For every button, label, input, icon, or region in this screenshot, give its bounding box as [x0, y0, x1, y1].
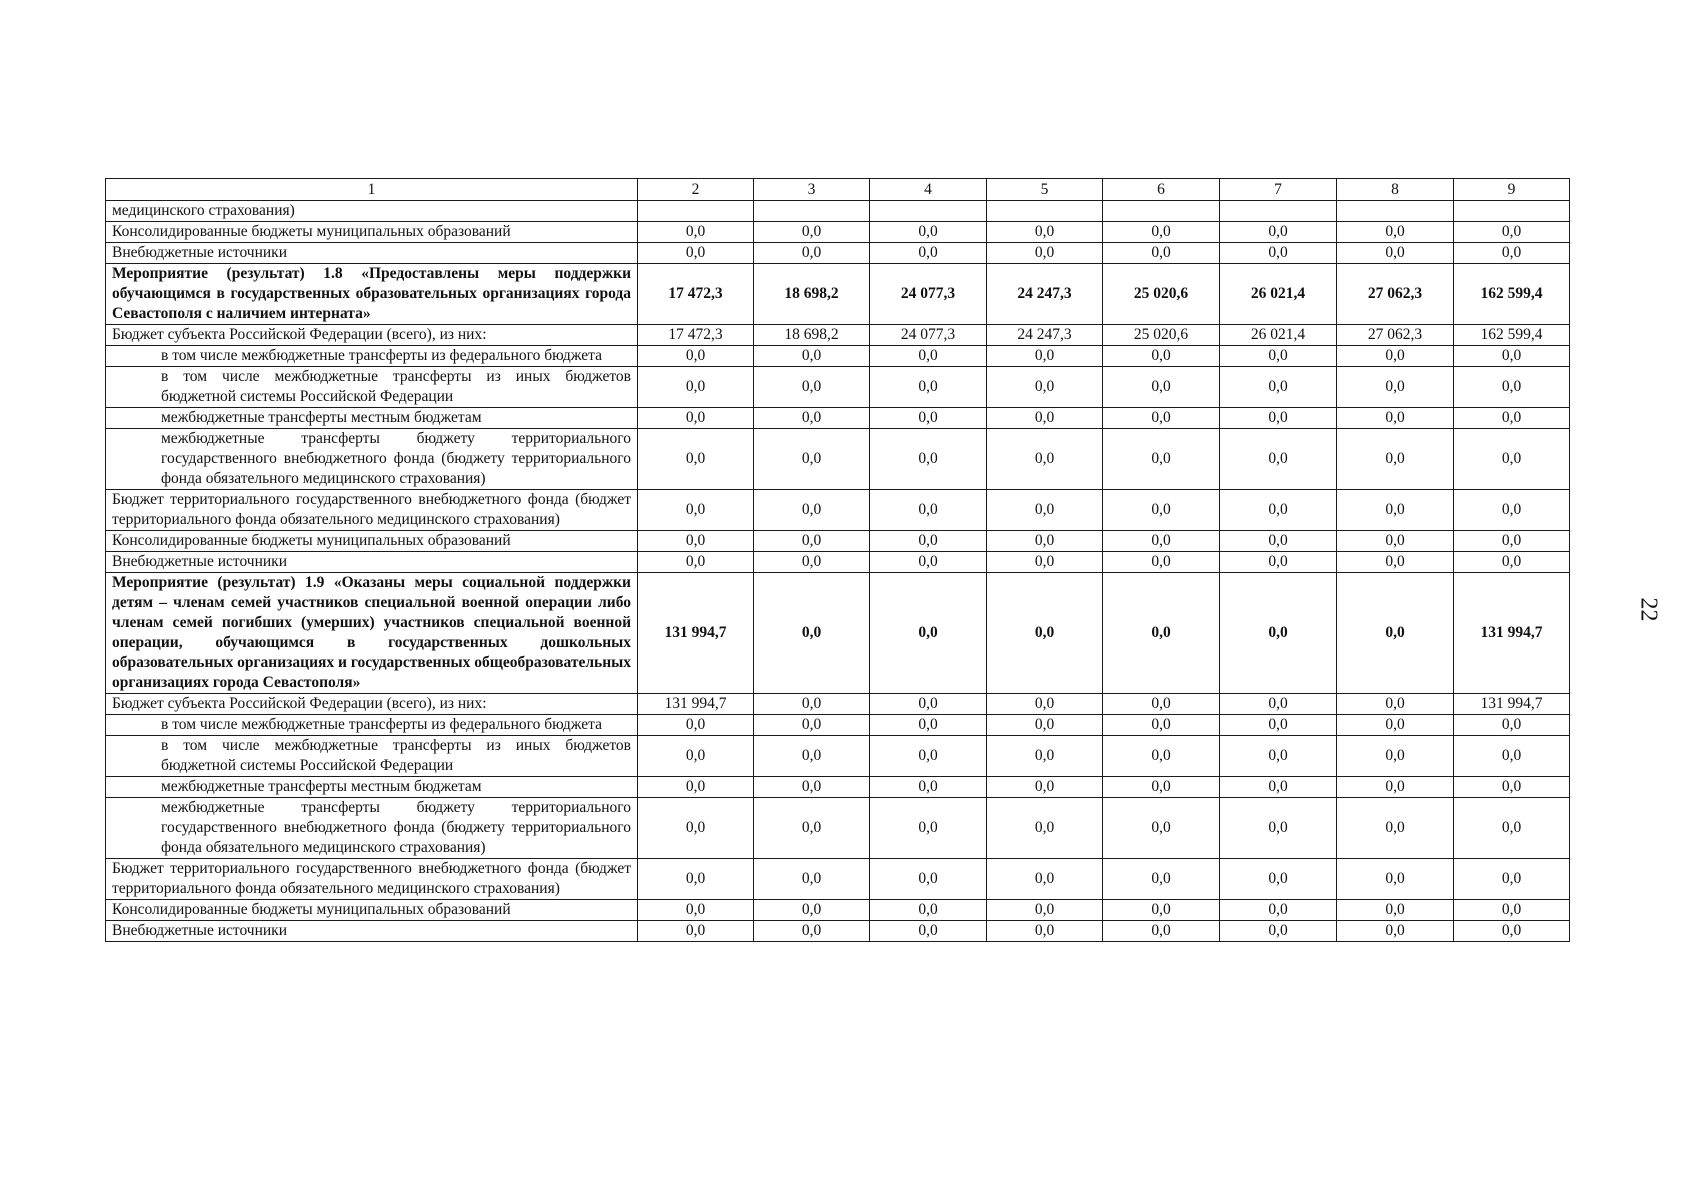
column-header: 1 [106, 179, 638, 201]
column-header: 9 [1454, 179, 1570, 201]
value-cell: 0,0 [870, 531, 987, 552]
value-cell: 0,0 [1454, 900, 1570, 921]
value-cell: 0,0 [1220, 573, 1337, 694]
value-cell: 0,0 [1337, 573, 1454, 694]
table-row [106, 408, 1570, 429]
value-cell: 0,0 [987, 900, 1103, 921]
value-cell [638, 201, 754, 222]
value-cell: 0,0 [1103, 921, 1220, 942]
value-cell: 0,0 [1103, 798, 1220, 859]
value-cell: 0,0 [1103, 900, 1220, 921]
value-cell: 24 247,3 [987, 325, 1103, 346]
value-cell: 0,0 [1337, 243, 1454, 264]
value-cell: 0,0 [1337, 859, 1454, 900]
value-cell: 0,0 [1337, 777, 1454, 798]
value-cell: 0,0 [754, 367, 870, 408]
value-cell: 0,0 [1454, 777, 1570, 798]
row-label: Внебюджетные источники [106, 243, 638, 264]
value-cell: 0,0 [870, 367, 987, 408]
value-cell: 0,0 [638, 715, 754, 736]
value-cell: 0,0 [987, 408, 1103, 429]
value-cell: 0,0 [870, 222, 987, 243]
value-cell: 0,0 [1103, 429, 1220, 490]
value-cell: 0,0 [987, 859, 1103, 900]
value-cell: 0,0 [1103, 222, 1220, 243]
value-cell: 0,0 [754, 573, 870, 694]
value-cell: 0,0 [870, 346, 987, 367]
value-cell: 162 599,4 [1454, 325, 1570, 346]
value-cell: 0,0 [1220, 552, 1337, 573]
value-cell: 0,0 [1454, 552, 1570, 573]
table-row [106, 736, 1570, 777]
value-cell: 25 020,6 [1103, 264, 1220, 325]
value-cell: 0,0 [1454, 243, 1570, 264]
value-cell: 0,0 [870, 921, 987, 942]
value-cell: 0,0 [1337, 346, 1454, 367]
value-cell: 0,0 [638, 777, 754, 798]
value-cell: 0,0 [1454, 859, 1570, 900]
value-cell: 17 472,3 [638, 264, 754, 325]
value-cell: 131 994,7 [1454, 573, 1570, 694]
value-cell: 0,0 [1454, 531, 1570, 552]
value-cell: 0,0 [870, 736, 987, 777]
value-cell: 0,0 [1454, 367, 1570, 408]
value-cell: 0,0 [638, 490, 754, 531]
table-row [106, 429, 1570, 490]
value-cell: 0,0 [1220, 531, 1337, 552]
value-cell: 0,0 [638, 222, 754, 243]
value-cell: 0,0 [870, 243, 987, 264]
value-cell: 0,0 [1103, 715, 1220, 736]
table-row [106, 715, 1570, 736]
table-row [106, 694, 1570, 715]
value-cell: 0,0 [870, 694, 987, 715]
value-cell: 17 472,3 [638, 325, 754, 346]
value-cell: 0,0 [1337, 694, 1454, 715]
value-cell: 0,0 [638, 531, 754, 552]
value-cell: 0,0 [1220, 408, 1337, 429]
value-cell: 131 994,7 [1454, 694, 1570, 715]
value-cell [754, 201, 870, 222]
row-label: Консолидированные бюджеты муниципальных образований [106, 531, 638, 552]
column-header: 2 [638, 179, 754, 201]
row-label: Консолидированные бюджеты муниципальных образований [106, 222, 638, 243]
value-cell: 0,0 [1103, 573, 1220, 694]
value-cell: 0,0 [987, 243, 1103, 264]
row-label: Внебюджетные источники [106, 921, 638, 942]
value-cell: 0,0 [1220, 736, 1337, 777]
value-cell: 0,0 [1454, 408, 1570, 429]
value-cell: 0,0 [870, 777, 987, 798]
value-cell: 0,0 [987, 531, 1103, 552]
column-header: 8 [1337, 179, 1454, 201]
table-row [106, 201, 1570, 222]
value-cell: 0,0 [987, 798, 1103, 859]
value-cell: 0,0 [754, 900, 870, 921]
table-row [106, 859, 1570, 900]
column-header: 7 [1220, 179, 1337, 201]
row-label: Внебюджетные источники [106, 552, 638, 573]
budget-table [105, 178, 1570, 942]
value-cell: 0,0 [1103, 552, 1220, 573]
table-row [106, 490, 1570, 531]
value-cell: 0,0 [754, 552, 870, 573]
value-cell: 0,0 [1103, 408, 1220, 429]
value-cell: 0,0 [754, 921, 870, 942]
value-cell: 0,0 [1220, 715, 1337, 736]
row-label: межбюджетные трансферты местным бюджетам [106, 408, 638, 429]
row-label: межбюджетные трансферты местным бюджетам [106, 777, 638, 798]
value-cell: 0,0 [1220, 243, 1337, 264]
row-label: Бюджет территориального государственного внебюджетного фонда (бюджет территориального фонда обязательного медицинского страхования) [106, 859, 638, 900]
row-label: в том числе межбюджетные трансферты из иных бюджетов бюджетной системы Российской Федерации [106, 367, 638, 408]
value-cell: 24 247,3 [987, 264, 1103, 325]
value-cell: 0,0 [1337, 552, 1454, 573]
row-label: Бюджет территориального государственного внебюджетного фонда (бюджет территориального фонда обязательного медицинского страхования) [106, 490, 638, 531]
value-cell: 131 994,7 [638, 694, 754, 715]
value-cell: 0,0 [1220, 429, 1337, 490]
value-cell: 0,0 [987, 490, 1103, 531]
table-row [106, 552, 1570, 573]
value-cell: 0,0 [987, 346, 1103, 367]
value-cell: 0,0 [1220, 490, 1337, 531]
table-row [106, 531, 1570, 552]
row-label: медицинского страхования) [106, 201, 638, 222]
value-cell: 0,0 [1337, 798, 1454, 859]
value-cell [1454, 201, 1570, 222]
value-cell: 0,0 [1220, 367, 1337, 408]
value-cell: 0,0 [754, 222, 870, 243]
table-row [106, 325, 1570, 346]
value-cell: 0,0 [1337, 736, 1454, 777]
value-cell: 0,0 [1454, 715, 1570, 736]
value-cell: 0,0 [1220, 859, 1337, 900]
value-cell: 0,0 [1454, 798, 1570, 859]
value-cell: 27 062,3 [1337, 264, 1454, 325]
column-header: 5 [987, 179, 1103, 201]
value-cell: 0,0 [870, 900, 987, 921]
value-cell [1220, 201, 1337, 222]
value-cell: 0,0 [987, 715, 1103, 736]
table-row [106, 346, 1570, 367]
row-label: межбюджетные трансферты бюджету территориального государственного внебюджетного фонда (бюджету территориального фонда обязательного медицинского страхования) [106, 798, 638, 859]
table-row [106, 798, 1570, 859]
table-row [106, 900, 1570, 921]
value-cell: 0,0 [987, 573, 1103, 694]
value-cell [1103, 201, 1220, 222]
value-cell: 0,0 [1220, 777, 1337, 798]
value-cell: 0,0 [1337, 367, 1454, 408]
value-cell: 18 698,2 [754, 264, 870, 325]
row-label: Мероприятие (результат) 1.8 «Предоставлены меры поддержки обучающимся в государственных образовательных организациях города Севастополя с наличием интерната» [106, 264, 638, 325]
value-cell: 0,0 [1454, 921, 1570, 942]
value-cell: 0,0 [1454, 346, 1570, 367]
value-cell: 0,0 [1337, 490, 1454, 531]
table-row [106, 777, 1570, 798]
value-cell: 162 599,4 [1454, 264, 1570, 325]
value-cell: 0,0 [1220, 921, 1337, 942]
row-label: в том числе межбюджетные трансферты из федерального бюджета [106, 346, 638, 367]
value-cell: 26 021,4 [1220, 264, 1337, 325]
value-cell: 0,0 [987, 429, 1103, 490]
value-cell: 0,0 [638, 859, 754, 900]
row-label: Бюджет субъекта Российской Федерации (всего), из них: [106, 325, 638, 346]
row-label: в том числе межбюджетные трансферты из иных бюджетов бюджетной системы Российской Федерации [106, 736, 638, 777]
value-cell: 0,0 [754, 715, 870, 736]
column-header: 4 [870, 179, 987, 201]
row-label: Мероприятие (результат) 1.9 «Оказаны меры социальной поддержки детям – членам семей участников специальной военной операции либо членам семей погибших (умерших) участников специальной военной операции, обучающимся в государственных дошкольных образовательных организациях и государственных общеобразовательных организациях города Севастополя» [106, 573, 638, 694]
value-cell: 0,0 [987, 222, 1103, 243]
value-cell [870, 201, 987, 222]
value-cell: 0,0 [870, 715, 987, 736]
value-cell: 0,0 [870, 573, 987, 694]
value-cell: 0,0 [754, 531, 870, 552]
table-row [106, 573, 1570, 694]
value-cell: 24 077,3 [870, 325, 987, 346]
value-cell: 0,0 [754, 736, 870, 777]
column-header: 6 [1103, 179, 1220, 201]
value-cell: 0,0 [1337, 900, 1454, 921]
value-cell: 0,0 [754, 798, 870, 859]
value-cell: 0,0 [1220, 222, 1337, 243]
value-cell: 0,0 [1220, 900, 1337, 921]
value-cell: 0,0 [1337, 429, 1454, 490]
table-row [106, 921, 1570, 942]
value-cell: 0,0 [638, 367, 754, 408]
value-cell: 18 698,2 [754, 325, 870, 346]
value-cell: 0,0 [987, 921, 1103, 942]
value-cell: 0,0 [1103, 531, 1220, 552]
value-cell [987, 201, 1103, 222]
header-row [106, 179, 1570, 201]
value-cell: 0,0 [754, 694, 870, 715]
value-cell: 0,0 [638, 900, 754, 921]
value-cell: 0,0 [1220, 694, 1337, 715]
table-row [106, 243, 1570, 264]
value-cell: 0,0 [1337, 531, 1454, 552]
value-cell: 0,0 [754, 408, 870, 429]
value-cell: 24 077,3 [870, 264, 987, 325]
value-cell: 0,0 [1103, 490, 1220, 531]
value-cell: 0,0 [1337, 921, 1454, 942]
value-cell: 0,0 [1103, 367, 1220, 408]
page-number: 22 [1635, 597, 1662, 622]
value-cell: 0,0 [1103, 694, 1220, 715]
table-row [106, 367, 1570, 408]
value-cell: 0,0 [987, 552, 1103, 573]
value-cell: 0,0 [1337, 715, 1454, 736]
value-cell: 0,0 [870, 552, 987, 573]
value-cell: 0,0 [1103, 859, 1220, 900]
value-cell: 0,0 [1454, 429, 1570, 490]
value-cell: 0,0 [638, 429, 754, 490]
value-cell: 26 021,4 [1220, 325, 1337, 346]
value-cell: 0,0 [870, 859, 987, 900]
value-cell: 0,0 [754, 777, 870, 798]
value-cell: 0,0 [754, 859, 870, 900]
value-cell: 0,0 [1454, 490, 1570, 531]
value-cell: 0,0 [1103, 346, 1220, 367]
value-cell: 0,0 [638, 798, 754, 859]
value-cell: 0,0 [870, 490, 987, 531]
value-cell: 0,0 [987, 736, 1103, 777]
row-label: в том числе межбюджетные трансферты из федерального бюджета [106, 715, 638, 736]
value-cell: 27 062,3 [1337, 325, 1454, 346]
value-cell: 0,0 [870, 408, 987, 429]
value-cell: 0,0 [1337, 408, 1454, 429]
value-cell: 0,0 [638, 243, 754, 264]
value-cell: 0,0 [987, 777, 1103, 798]
column-header: 3 [754, 179, 870, 201]
value-cell: 0,0 [754, 429, 870, 490]
value-cell: 0,0 [638, 736, 754, 777]
value-cell: 25 020,6 [1103, 325, 1220, 346]
value-cell: 0,0 [754, 490, 870, 531]
table-body [106, 179, 1570, 942]
value-cell: 0,0 [754, 346, 870, 367]
value-cell [1337, 201, 1454, 222]
value-cell: 0,0 [1220, 346, 1337, 367]
value-cell: 0,0 [1454, 736, 1570, 777]
value-cell: 0,0 [1103, 777, 1220, 798]
value-cell: 0,0 [638, 552, 754, 573]
value-cell: 0,0 [987, 694, 1103, 715]
row-label: Бюджет субъекта Российской Федерации (всего), из них: [106, 694, 638, 715]
value-cell: 0,0 [870, 429, 987, 490]
value-cell: 0,0 [1337, 222, 1454, 243]
value-cell: 0,0 [754, 243, 870, 264]
value-cell: 0,0 [1103, 736, 1220, 777]
value-cell: 0,0 [1220, 798, 1337, 859]
table-row [106, 264, 1570, 325]
value-cell: 0,0 [870, 798, 987, 859]
value-cell: 0,0 [638, 921, 754, 942]
value-cell: 0,0 [638, 346, 754, 367]
value-cell: 0,0 [1454, 222, 1570, 243]
value-cell: 0,0 [638, 408, 754, 429]
table-row [106, 222, 1570, 243]
value-cell: 0,0 [1103, 243, 1220, 264]
value-cell: 0,0 [987, 367, 1103, 408]
row-label: Консолидированные бюджеты муниципальных образований [106, 900, 638, 921]
row-label: межбюджетные трансферты бюджету территориального государственного внебюджетного фонда (бюджету территориального фонда обязательного медицинского страхования) [106, 429, 638, 490]
value-cell: 131 994,7 [638, 573, 754, 694]
